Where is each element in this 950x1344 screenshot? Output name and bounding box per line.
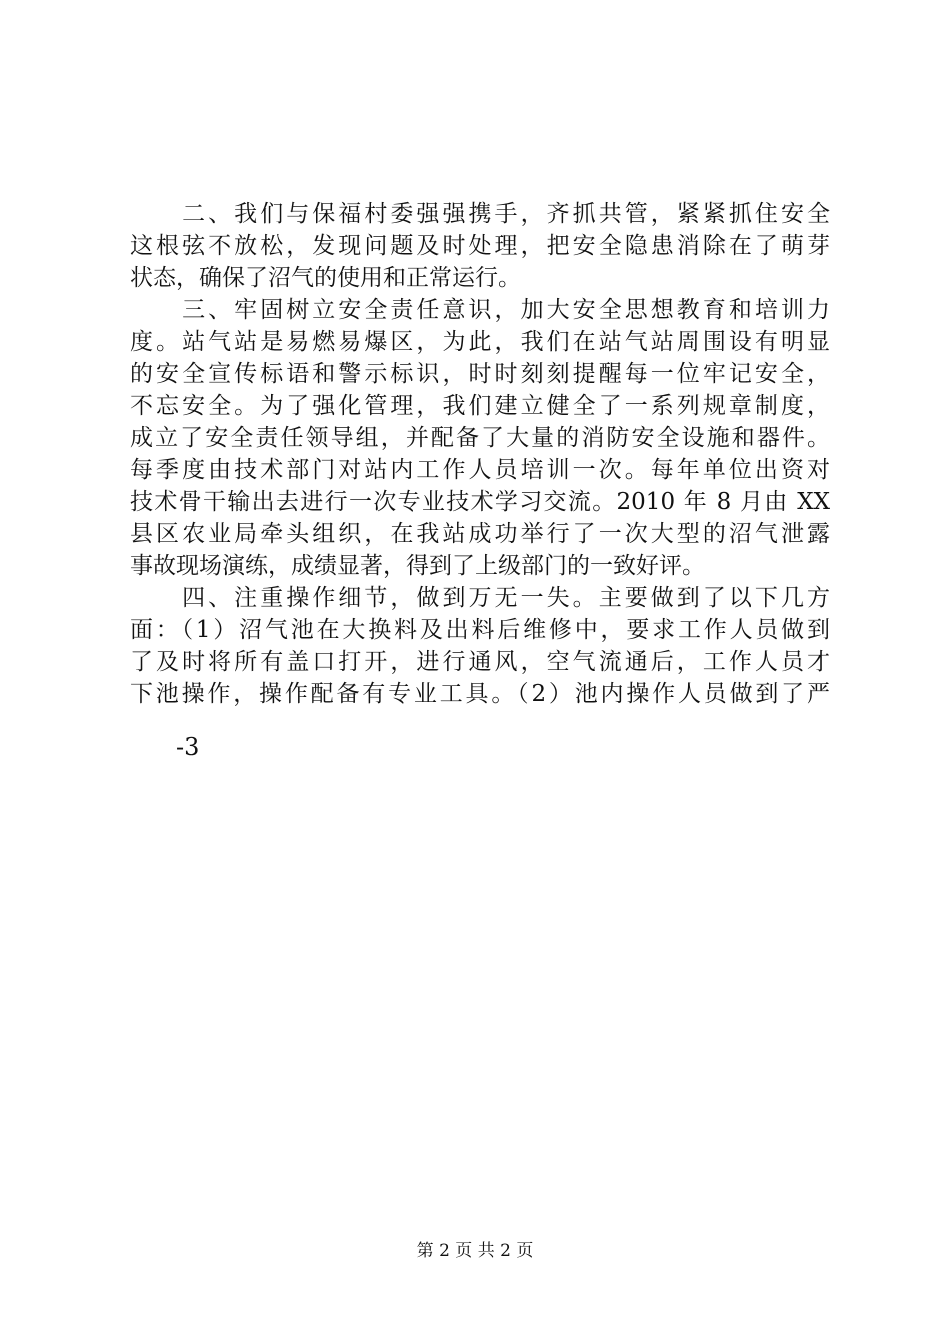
- page-marker: -3: [176, 733, 200, 761]
- text-line: 四、注重操作细节，做到万无一失。主要做到了以下几方: [130, 585, 830, 611]
- text-line: 县区农业局牵头组织，在我站成功举行了一次大型的沼气泄露: [130, 521, 830, 547]
- text-line: 每季度由技术部门对站内工作人员培训一次。每年单位出资对: [130, 457, 830, 483]
- text-line: 事故现场演练，成绩显著，得到了上级部门的一致好评。: [130, 553, 705, 579]
- page-footer: 第 2 页 共 2 页: [416, 1241, 534, 1261]
- text-line: 面：（1）沼气池在大换料及出料后维修中，要求工作人员做到: [130, 617, 830, 643]
- text-line: 三、牢固树立安全责任意识，加大安全思想教育和培训力: [130, 297, 830, 323]
- text-line: 的安全宣传标语和警示标识，时时刻刻提醒每一位牢记安全，: [130, 361, 830, 387]
- text-line: 状态，确保了沼气的使用和正常运行。: [130, 265, 521, 291]
- text-line: 不忘安全。为了强化管理，我们建立健全了一系列规章制度，: [130, 393, 830, 419]
- text-line: 了及时将所有盖口打开，进行通风，空气流通后，工作人员才: [130, 649, 830, 675]
- text-line: 下池操作，操作配备有专业工具。（2）池内操作人员做到了严: [130, 681, 830, 707]
- text-line: 成立了安全责任领导组，并配备了大量的消防安全设施和器件。: [130, 425, 830, 451]
- text-line: 技术骨干输出去进行一次专业技术学习交流。2010 年 8 月由 XX: [130, 489, 830, 515]
- body-text: [130, 198, 830, 710]
- text-line: 这根弦不放松，发现问题及时处理，把安全隐患消除在了萌芽: [130, 233, 830, 259]
- text-line: 二、我们与保福村委强强携手，齐抓共管，紧紧抓住安全: [130, 201, 830, 227]
- text-line: 度。站气站是易燃易爆区，为此，我们在站气站周围设有明显: [130, 329, 830, 355]
